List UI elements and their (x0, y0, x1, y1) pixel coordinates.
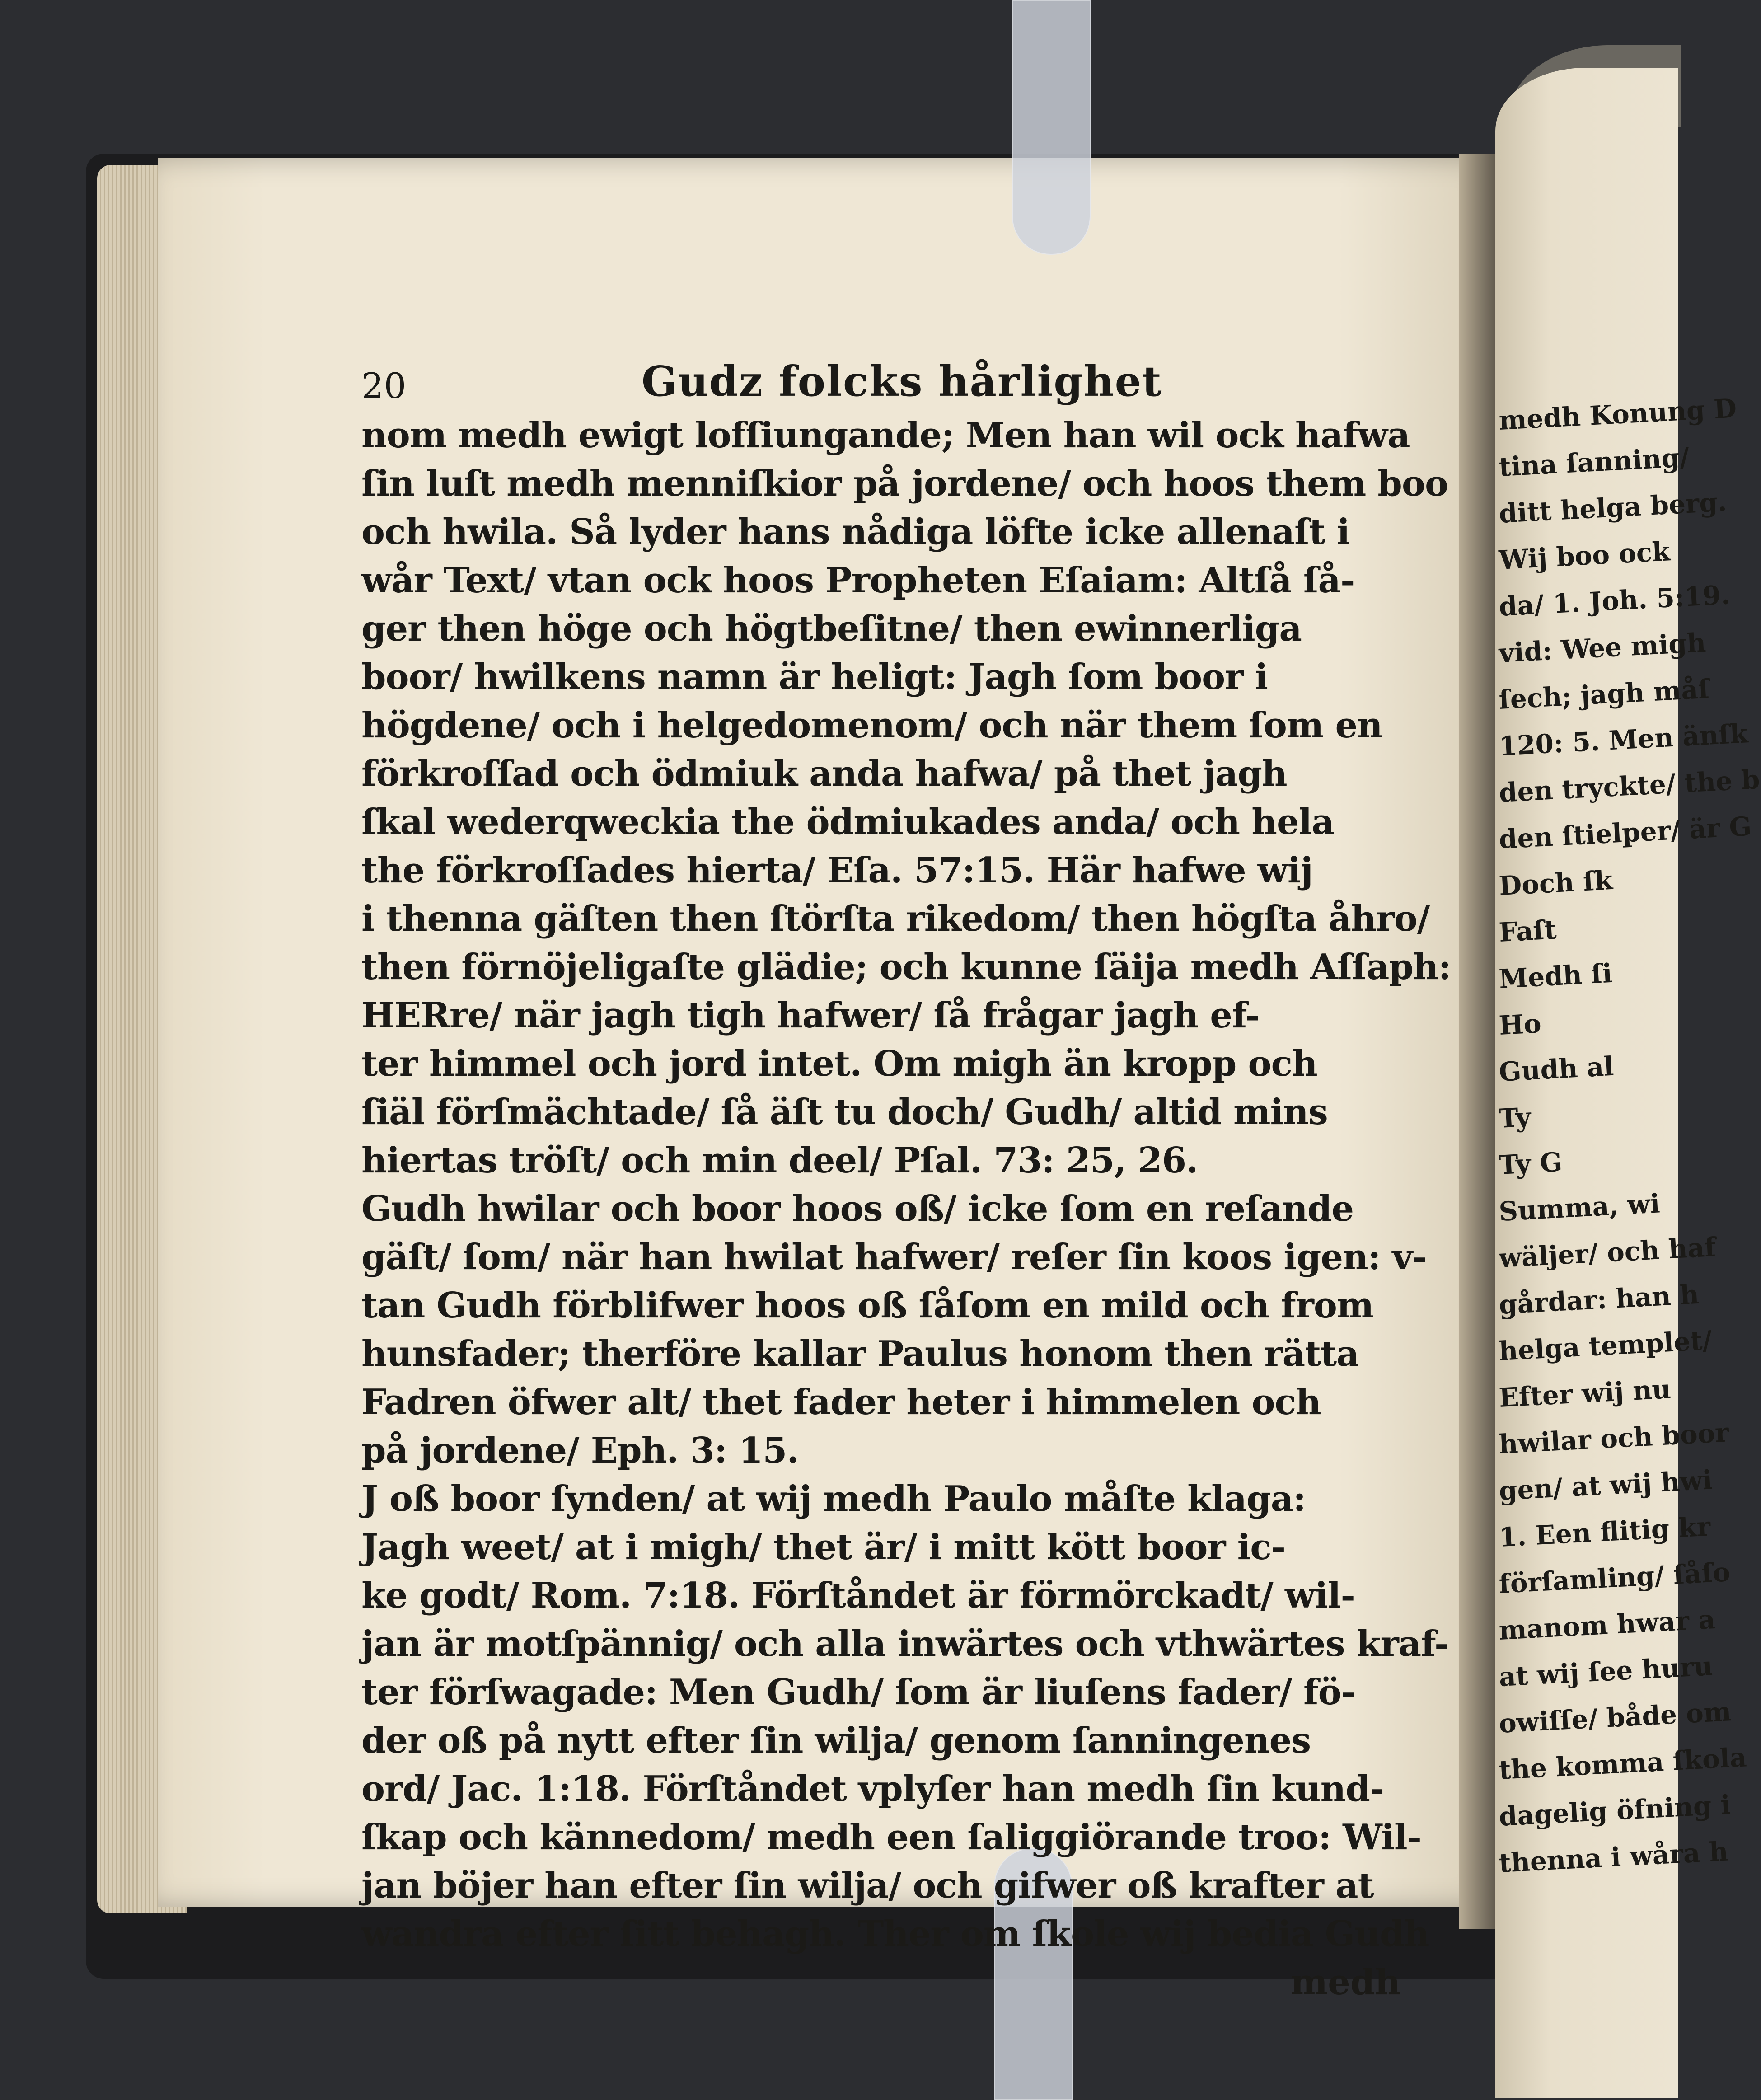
fragment-line: den tryckte/ the b (1498, 764, 1761, 808)
right-page-text-fragments (1498, 393, 1761, 1887)
text-line: ter förſwagade: Men Gudh/ ſom är liuſens fader/ fö- (361, 1672, 1355, 1713)
fragment-line: vid: Wee migh (1498, 627, 1707, 669)
text-line: Fadren öfwer alt/ thet fader heter i himmelen och (361, 1382, 1321, 1423)
text-line: boor/ hwilkens namn är heligt: Jagh ſom boor i (361, 656, 1268, 698)
fragment-line: 1. Een flitig kr (1498, 1511, 1711, 1553)
fragment-line: Wij boo ock (1498, 536, 1671, 576)
text-line: och hwila. Så lyder hans nådiga löfte icke allenaſt i (361, 511, 1350, 553)
page-holder-clip-top (1012, 0, 1091, 255)
text-line: ke godt/ Rom. 7:18. Förſtåndet är förmörckadt/ wil- (361, 1575, 1355, 1616)
text-line: the förkroſſades hierta/ Eſa. 57:15. Här hafwe wij (361, 850, 1313, 891)
fragment-line: wäljer/ och haf (1498, 1231, 1717, 1274)
fragment-line: helga templet/ (1498, 1325, 1713, 1367)
fragment-line: manom hwar a (1498, 1603, 1716, 1646)
text-line: förkroſſad och ödmiuk anda hafwa/ på thet jagh (361, 753, 1287, 794)
page-number: 20 (361, 366, 407, 407)
fragment-line: owiſſe/ både om (1498, 1696, 1732, 1739)
text-line: Gudh hwilar och boor hoos oß/ icke ſom en reſande (361, 1188, 1354, 1229)
fragment-line: Efter wij nu (1498, 1373, 1672, 1413)
text-line: hiertas tröſt/ och min deel/ Pſal. 73: 25, 26. (361, 1140, 1198, 1181)
fragment-line: Medh ſi (1498, 957, 1613, 994)
text-line: på jordene/ Eph. 3: 15. (361, 1430, 799, 1471)
text-line: der oß på nytt efter ſin wilja/ genom ſanningenes (361, 1720, 1311, 1761)
text-line: ſiäl förſmächtade/ ſå äſt tu doch/ Gudh/ altid mins (361, 1092, 1328, 1133)
page-header (361, 357, 1400, 411)
text-line: nom medh ewigt lofſiungande; Men han wil ock hafwa (361, 415, 1410, 456)
text-line: then förnöjeligaſte glädie; och kunne ſäija medh Aſſaph: (361, 947, 1451, 988)
fragment-line: Faſt (1498, 914, 1557, 948)
text-line: jan är motſpännig/ och alla inwärtes och vthwärtes kraf- (361, 1623, 1449, 1664)
fragment-line: Ho (1498, 1008, 1542, 1041)
body-text (361, 411, 1451, 2006)
fragment-line: da/ 1. Joh. 5:19. (1498, 579, 1731, 622)
text-line: wandra efter ſitt behagh. Ther om ſkole wij bedia Gudh (361, 1913, 1429, 1955)
fragment-line: ſech; jagh måſ (1498, 673, 1710, 715)
left-page-text (361, 357, 1451, 2006)
fragment-line: gen/ at wij hwi (1498, 1464, 1713, 1506)
fragment-line: Summa, wi (1498, 1188, 1661, 1227)
text-line: ord/ Jac. 1:18. Förſtåndet vplyſer han medh ſin kund- (361, 1768, 1384, 1809)
text-line: högdene/ och i helgedomenom/ och när them ſom en (361, 705, 1382, 746)
fragment-line: Gudh al (1498, 1050, 1615, 1088)
text-line: hunsfader; therföre kallar Paulus honom then rätta (361, 1333, 1359, 1374)
text-line: ger then höge och högtbeſitne/ then ewinnerliga (361, 608, 1302, 649)
fragment-line: den ſtielper/ är G (1498, 811, 1752, 855)
fragment-line: Doch ſk (1498, 864, 1614, 901)
text-line: wår Text/ vtan ock hoos Propheten Eſaiam: Altſå ſå- (361, 560, 1355, 601)
running-head: Gudz folcks hårlighet (642, 357, 1162, 406)
fragment-line: Ty (1498, 1102, 1532, 1134)
text-line: tan Gudh förblifwer hoos oß ſåſom en mild och from (361, 1285, 1374, 1326)
fragment-line: tina ſanning/ (1498, 441, 1690, 483)
fragment-line: hwilar och boor (1498, 1417, 1730, 1460)
fragment-line: gårdar: han h (1498, 1279, 1700, 1320)
text-line: J oß boor ſynden/ at wij medh Paulo måſte klaga: (361, 1478, 1306, 1519)
text-line: Jagh weet/ at i migh/ thet är/ i mitt kött boor ic- (361, 1527, 1286, 1568)
text-line: ſkap och kännedom/ medh een ſaliggiörande troo: Wil- (361, 1817, 1422, 1858)
fragment-line: Ty G (1498, 1146, 1563, 1181)
text-line: jan böjer han efter ſin wilja/ och gifwer oß krafter at (361, 1865, 1374, 1906)
fragment-line: the komma ſkola (1498, 1742, 1747, 1786)
text-line: i thenna gäſten then ſtörſta rikedom/ then högſta åhro/ (361, 898, 1430, 939)
text-line: ter himmel och jord intet. Om migh än kropp och (361, 1043, 1317, 1084)
fragment-line: at wij ſee huru (1498, 1650, 1714, 1692)
fragment-line: thenna i wåra h (1498, 1836, 1729, 1879)
catchword: medh (1290, 1962, 1400, 2003)
fragment-line: dagelig öfning i (1498, 1789, 1732, 1832)
fragment-line: medh Konung D (1498, 393, 1738, 436)
text-line: ſkal wederqweckia the ödmiukades anda/ och hela (361, 802, 1334, 843)
fragment-line: ditt helga berg. (1498, 486, 1728, 529)
text-line: HERre/ när jagh tigh hafwer/ ſå frågar jagh ef- (361, 995, 1260, 1036)
fragment-line: 120: 5. Men änſk (1498, 718, 1749, 762)
text-line: gäſt/ ſom/ när han hwilat hafwer/ reſer ſin koos igen: v- (361, 1237, 1427, 1278)
text-line: ſin luſt medh menniſkior på jordene/ och hoos them boo (361, 463, 1448, 504)
fragment-line: förſamling/ ſåſo (1498, 1556, 1731, 1599)
